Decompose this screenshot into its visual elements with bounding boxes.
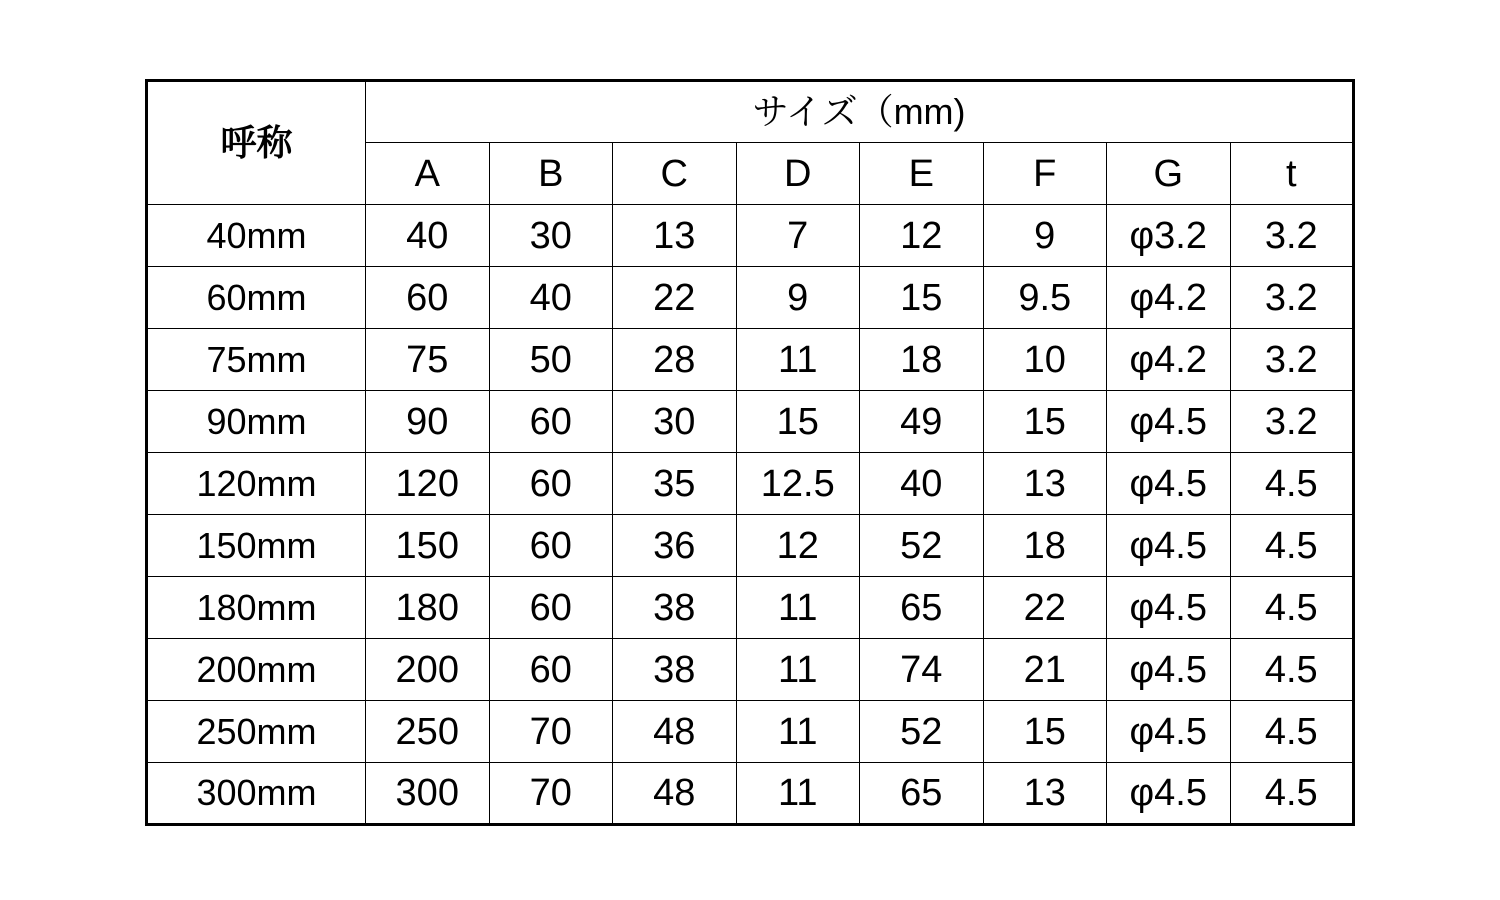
cell-t: 4.5 <box>1230 701 1354 763</box>
column-header-t: t <box>1230 143 1354 205</box>
cell-t: 3.2 <box>1230 391 1354 453</box>
cell-f: 15 <box>983 701 1107 763</box>
row-nominal-size: 75mm <box>147 329 366 391</box>
table-row <box>147 391 1354 453</box>
row-nominal-size: 300mm <box>147 763 366 825</box>
size-group-header: サイズ（mm) <box>366 81 1354 143</box>
table-body <box>147 205 1354 825</box>
cell-b: 60 <box>489 577 613 639</box>
cell-b: 40 <box>489 267 613 329</box>
cell-g: φ4.2 <box>1107 267 1231 329</box>
row-nominal-size: 90mm <box>147 391 366 453</box>
row-nominal-size: 250mm <box>147 701 366 763</box>
cell-e: 52 <box>860 701 984 763</box>
cell-a: 40 <box>366 205 490 267</box>
cell-a: 75 <box>366 329 490 391</box>
table-row <box>147 639 1354 701</box>
cell-g: φ4.2 <box>1107 329 1231 391</box>
cell-t: 4.5 <box>1230 639 1354 701</box>
row-nominal-size: 120mm <box>147 453 366 515</box>
cell-f: 13 <box>983 453 1107 515</box>
cell-a: 180 <box>366 577 490 639</box>
cell-g: φ4.5 <box>1107 577 1231 639</box>
cell-t: 3.2 <box>1230 267 1354 329</box>
cell-a: 300 <box>366 763 490 825</box>
cell-e: 49 <box>860 391 984 453</box>
table-row <box>147 577 1354 639</box>
column-header-g: G <box>1107 143 1231 205</box>
cell-c: 28 <box>613 329 737 391</box>
size-spec-table <box>145 79 1355 826</box>
cell-b: 60 <box>489 453 613 515</box>
cell-c: 35 <box>613 453 737 515</box>
cell-e: 74 <box>860 639 984 701</box>
cell-e: 15 <box>860 267 984 329</box>
cell-g: φ4.5 <box>1107 453 1231 515</box>
cell-a: 250 <box>366 701 490 763</box>
nominal-name-header: 呼称 <box>147 81 366 205</box>
cell-d: 7 <box>736 205 860 267</box>
cell-e: 52 <box>860 515 984 577</box>
header-row-group <box>147 81 1354 143</box>
column-header-a: A <box>366 143 490 205</box>
cell-b: 60 <box>489 391 613 453</box>
cell-g: φ4.5 <box>1107 639 1231 701</box>
cell-d: 12.5 <box>736 453 860 515</box>
cell-e: 12 <box>860 205 984 267</box>
cell-g: φ4.5 <box>1107 763 1231 825</box>
cell-g: φ3.2 <box>1107 205 1231 267</box>
cell-e: 65 <box>860 763 984 825</box>
table-row <box>147 701 1354 763</box>
column-header-d: D <box>736 143 860 205</box>
cell-c: 36 <box>613 515 737 577</box>
table-row <box>147 205 1354 267</box>
cell-e: 40 <box>860 453 984 515</box>
cell-b: 70 <box>489 701 613 763</box>
cell-a: 60 <box>366 267 490 329</box>
cell-c: 13 <box>613 205 737 267</box>
table-row <box>147 515 1354 577</box>
cell-c: 30 <box>613 391 737 453</box>
row-nominal-size: 180mm <box>147 577 366 639</box>
cell-e: 18 <box>860 329 984 391</box>
cell-t: 4.5 <box>1230 763 1354 825</box>
column-header-b: B <box>489 143 613 205</box>
cell-d: 11 <box>736 701 860 763</box>
cell-d: 15 <box>736 391 860 453</box>
cell-d: 9 <box>736 267 860 329</box>
cell-d: 12 <box>736 515 860 577</box>
cell-d: 11 <box>736 763 860 825</box>
cell-d: 11 <box>736 639 860 701</box>
cell-e: 65 <box>860 577 984 639</box>
table-row <box>147 453 1354 515</box>
column-header-c: C <box>613 143 737 205</box>
cell-c: 48 <box>613 701 737 763</box>
cell-f: 15 <box>983 391 1107 453</box>
cell-c: 48 <box>613 763 737 825</box>
cell-d: 11 <box>736 329 860 391</box>
cell-a: 120 <box>366 453 490 515</box>
cell-f: 10 <box>983 329 1107 391</box>
row-nominal-size: 200mm <box>147 639 366 701</box>
column-header-e: E <box>860 143 984 205</box>
cell-c: 38 <box>613 639 737 701</box>
cell-f: 13 <box>983 763 1107 825</box>
cell-a: 200 <box>366 639 490 701</box>
cell-b: 70 <box>489 763 613 825</box>
cell-t: 4.5 <box>1230 453 1354 515</box>
row-nominal-size: 40mm <box>147 205 366 267</box>
cell-t: 4.5 <box>1230 515 1354 577</box>
cell-d: 11 <box>736 577 860 639</box>
cell-c: 22 <box>613 267 737 329</box>
cell-g: φ4.5 <box>1107 701 1231 763</box>
cell-a: 150 <box>366 515 490 577</box>
row-nominal-size: 150mm <box>147 515 366 577</box>
cell-f: 18 <box>983 515 1107 577</box>
column-header-f: F <box>983 143 1107 205</box>
cell-f: 22 <box>983 577 1107 639</box>
cell-t: 3.2 <box>1230 329 1354 391</box>
cell-f: 9.5 <box>983 267 1107 329</box>
cell-g: φ4.5 <box>1107 391 1231 453</box>
table-header <box>147 81 1354 205</box>
table-row <box>147 267 1354 329</box>
cell-a: 90 <box>366 391 490 453</box>
cell-c: 38 <box>613 577 737 639</box>
table-row <box>147 763 1354 825</box>
cell-g: φ4.5 <box>1107 515 1231 577</box>
cell-b: 30 <box>489 205 613 267</box>
cell-b: 60 <box>489 639 613 701</box>
table-row <box>147 329 1354 391</box>
row-nominal-size: 60mm <box>147 267 366 329</box>
cell-f: 21 <box>983 639 1107 701</box>
cell-t: 3.2 <box>1230 205 1354 267</box>
cell-b: 60 <box>489 515 613 577</box>
cell-t: 4.5 <box>1230 577 1354 639</box>
cell-f: 9 <box>983 205 1107 267</box>
cell-b: 50 <box>489 329 613 391</box>
